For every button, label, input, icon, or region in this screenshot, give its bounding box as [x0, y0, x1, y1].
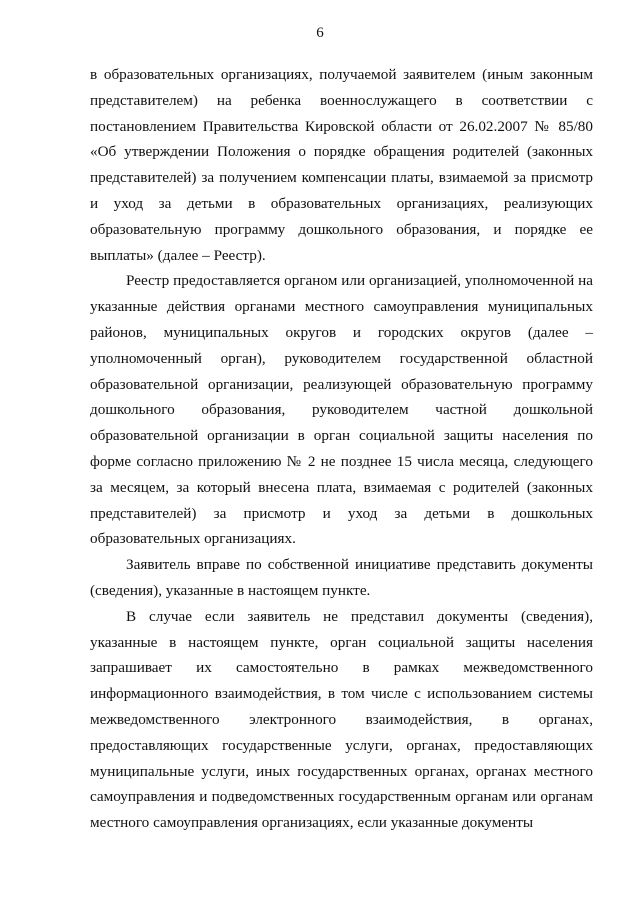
paragraph-2: Реестр предоставляется органом или организацией, уполномоченной на указанные действия органами местного самоуправления муниципальных районов, муниципальных округов и городских округов (далее – уполномоченный орган), руководителем государственной областной образовательной организации, реализующей образовательную программу дошкольного образования, руководителем частной дошкольной образовательной организации в орган социальной защиты населения по форме согласно приложению № 2 не позднее 15 числа месяца, следующего за месяцем, за который внесена плата, взимаемая с родителей (законных представителей) за присмотр и уход за детьми в дошкольных образовательных организациях.: [90, 272, 593, 548]
document-body: [90, 62, 593, 836]
page-number: 6: [316, 25, 324, 41]
paragraph-3: Заявитель вправе по собственной инициативе представить документы (сведения), указанные в настоящем пункте.: [90, 556, 593, 599]
paragraph-4: В случае если заявитель не представил документы (сведения), указанные в настоящем пункте, орган социальной защиты населения запрашивает их самостоятельно в рамках межведомственного информационного взаимодействия, в том числе с использованием системы межведомственного электронного взаимодействия, в органах, предоставляющих государственные услуги, органах, предоставляющих муниципальные услуги, иных государственных органах, органах местного самоуправления и подведомственных государственным органам или органам местного самоуправления организациях, если указанные документы: [90, 607, 593, 832]
paragraph-1: в образовательных организациях, получаемой заявителем (иным законным представителем) на ребенка военнослужащего в соответствии с постановлением Правительства Кировской области от 26.02.2007 № 85/80 «Об утверждении Положения о порядке обращения родителей (законных представителей) за получением компенсации платы, взимаемой за присмотр и уход за детьми в образовательных организациях, реализующих образовательную программу дошкольного образования, и порядке ее выплаты» (далее – Реестр).: [90, 66, 593, 264]
